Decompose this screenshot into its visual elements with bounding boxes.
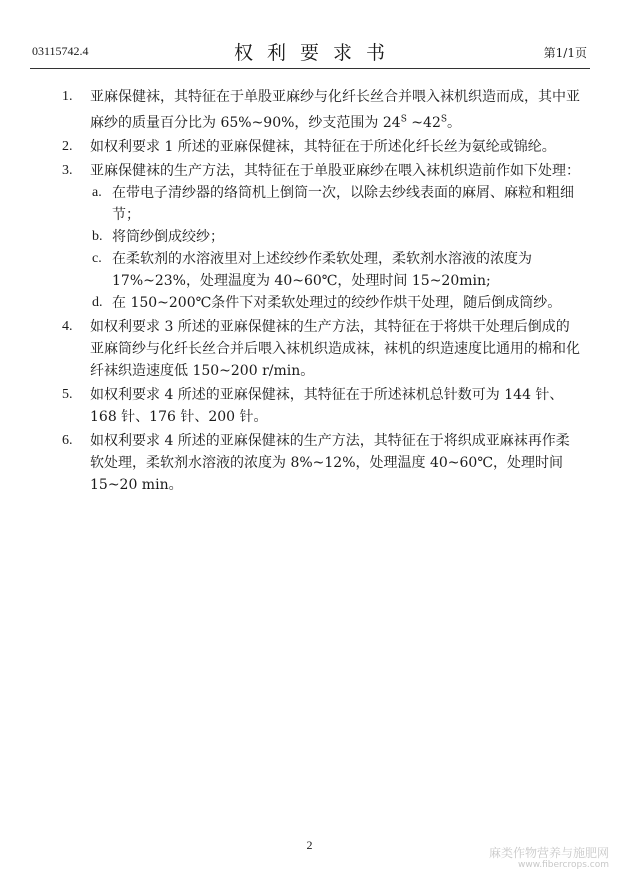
claim-number: 4.: [62, 318, 73, 334]
claim-text: 如权利要求 4 所述的亚麻保健袜，其特征在于所述袜机总针数可为 144 针、168 针、176 针、200 针。: [90, 386, 564, 425]
sub-item-c: [92, 248, 582, 292]
sub-item-text: 在带电子清纱器的络筒机上倒筒一次，以除去纱线表面的麻屑、麻粒和粗细节；: [112, 184, 574, 223]
sub-item-label: c.: [92, 250, 102, 266]
document-title: 权利要求书: [233, 42, 399, 64]
sub-item-text: 将筒纱倒成绞纱；: [112, 228, 224, 245]
header-divider: [30, 68, 590, 69]
sub-item-b: [92, 226, 582, 248]
claim-text: 亚麻保健袜的生产方法，其特征在于单股亚麻纱在喂入袜机织造前作如下处理：: [90, 162, 580, 179]
claim-number: 2.: [62, 138, 73, 154]
claim-4: [62, 316, 582, 382]
sub-item-d: [92, 292, 582, 314]
claim-text: 如权利要求 3 所述的亚麻保健袜的生产方法，其特征在于将烘干处理后倒成的亚麻筒纱与化纤长丝合并后喂入袜机织造成袜，袜机的织造速度比通用的棉和化纤袜织造速度低 150~200 r/min。: [90, 318, 580, 379]
claim-number: 3.: [62, 162, 73, 178]
sub-item-text: 在柔软剂的水溶液里对上述绞纱作柔软处理，柔软剂水溶液的浓度为 17%~23%，处理温度为 40~60℃，处理时间 15~20min;: [112, 250, 532, 289]
claim-text: 如权利要求 4 所述的亚麻保健袜的生产方法，其特征在于将织成亚麻袜再作柔软处理，柔软剂水溶液的浓度为 8%~12%，处理温度 40~60℃，处理时间 15~20 min。: [90, 432, 570, 493]
claim-3: [62, 160, 582, 314]
claim-1: [62, 86, 582, 134]
watermark-title: 麻类作物营养与施肥网: [488, 846, 609, 860]
sub-item-label: a.: [92, 184, 102, 200]
page-info: 第1/1页: [543, 46, 587, 60]
page-number: 2: [306, 838, 313, 852]
sub-item-a: [92, 182, 582, 226]
sub-item-label: d.: [92, 294, 103, 310]
claim-number: 1.: [62, 89, 73, 104]
claim-2: [62, 136, 582, 158]
claim-5: [62, 384, 582, 428]
claim-number: 5.: [62, 386, 73, 402]
claim-text: 亚麻保健袜，其特征在于单股亚麻纱与化纤长丝合并喂入袜机织造而成，其中亚麻纱的质量百分比为 65%~90%，纱支范围为 $24^S$ $\sim 42^S$。: [90, 89, 580, 131]
claim-number: 6.: [62, 432, 73, 448]
document-header: [0, 0, 619, 70]
watermark-url: www.fibercrops.com: [518, 860, 609, 870]
sub-item-label: b.: [92, 228, 103, 244]
claim-6: [62, 430, 582, 496]
sub-item-text: 在 150~200℃条件下对柔软处理过的绞纱作烘干处理，随后倒成筒纱。: [112, 294, 562, 311]
site-watermark: [489, 846, 609, 871]
application-number: 03115742.4: [32, 44, 89, 58]
claim-text: 如权利要求 1 所述的亚麻保健袜，其特征在于所述化纤长丝为氨纶或锦纶。: [90, 138, 556, 155]
claims-list: [62, 86, 582, 498]
